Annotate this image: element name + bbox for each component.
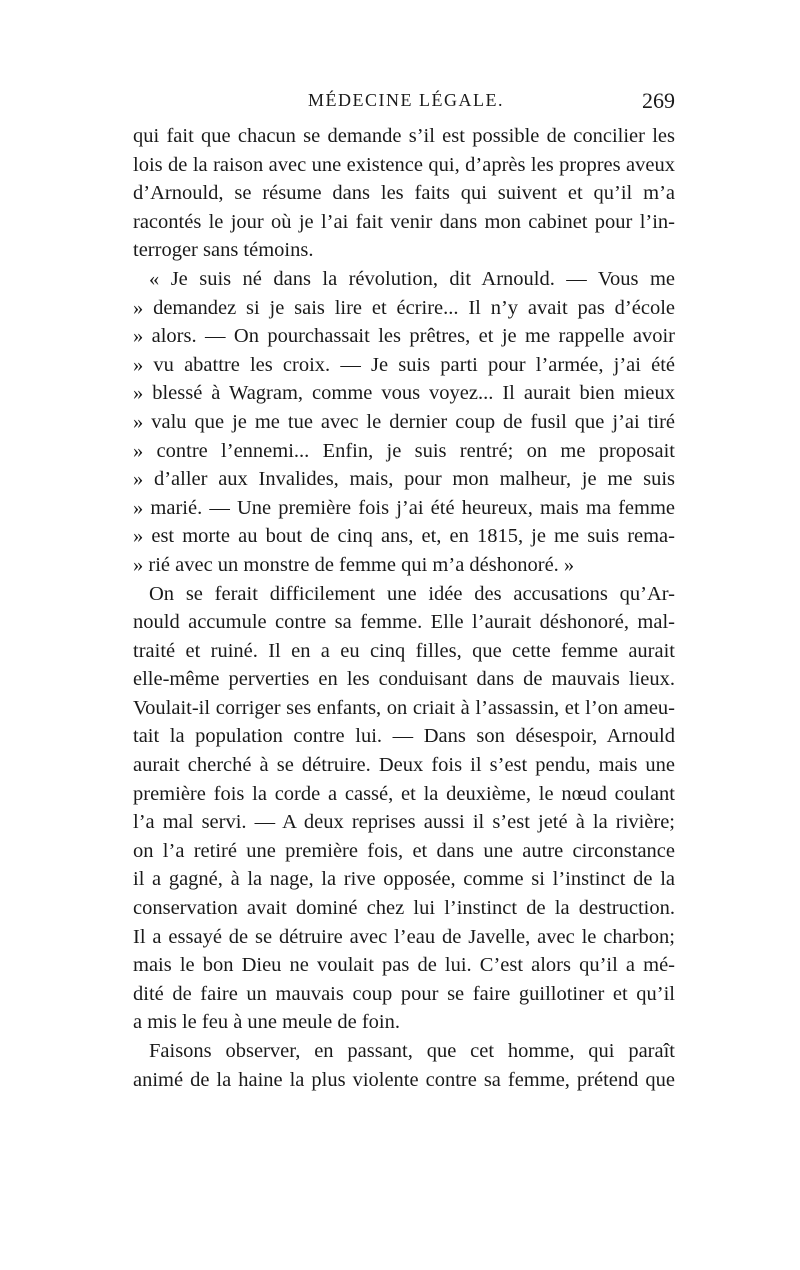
- text-line: il a gagné, à la nage, la rive opposée, comme si l’instinct de la: [133, 868, 675, 891]
- text-line: On se ferait difficilement une idée des accusations qu’Ar-: [149, 582, 675, 605]
- quote-line: » blessé à Wagram, comme vous voyez... Il aurait bien mieux: [133, 382, 675, 405]
- text-line: qui fait que chacun se demande s’il est possible de concilier les: [133, 125, 675, 147]
- text-line: animé de la haine la plus violente contre sa femme, prétend que: [133, 1068, 675, 1091]
- text-line: elle-même perverties en les conduisant dans de mauvais lieux.: [133, 668, 675, 691]
- text-line: conservation avait dominé chez lui l’instinct de la destruction.: [133, 897, 675, 920]
- text-line: a mis le feu à une meule de foin.: [133, 1011, 400, 1034]
- running-title: MÉDECINE LÉGALE.: [308, 90, 504, 110]
- quote-line: » alors. — On pourchassait les prêtres, et je me rappelle avoir: [133, 325, 675, 348]
- quote-line: » marié. — Une première fois j’ai été heureux, mais ma femme: [133, 496, 675, 519]
- text-line: mais le bon Dieu ne voulait pas de lui. C’est alors qu’il a mé-: [133, 954, 675, 977]
- quote-line: » d’aller aux Invalides, mais, pour mon malheur, je me suis: [133, 468, 675, 491]
- quote-line: » est morte au bout de cinq ans, et, en 1815, je me suis rema-: [133, 525, 675, 548]
- text-line: nould accumule contre sa femme. Elle l’aurait déshonoré, mal-: [133, 611, 675, 634]
- text-line: lois de la raison avec une existence qui, d’après les propres aveux: [133, 153, 675, 176]
- text-line: d’Arnould, se résume dans les faits qui suivent et qu’il m’a: [133, 182, 675, 205]
- quote-line: » contre l’ennemi... Enfin, je suis rentré; on me proposait: [133, 439, 675, 462]
- text-line: on l’a retiré une première fois, et dans une autre circonstance: [133, 839, 675, 862]
- quote-line: » demandez si je sais lire et écrire... Il n’y avait pas d’école: [133, 296, 675, 319]
- text-line: racontés le jour où je l’ai fait venir dans mon cabinet pour l’in-: [133, 210, 675, 233]
- text-line: Faisons observer, en passant, que cet homme, qui paraît: [149, 1040, 675, 1062]
- text-line: Voulait-il corriger ses enfants, on criait à l’assassin, et l’on ameu-: [133, 696, 675, 719]
- quote-line: » vu abattre les croix. — Je suis parti pour l’armée, j’ai été: [133, 353, 675, 376]
- page-number: 269: [642, 88, 675, 113]
- quote-line: » rié avec un monstre de femme qui m’a déshonoré. »: [133, 553, 575, 576]
- text-line: Il a essayé de se détruire avec l’eau de Javelle, avec le charbon;: [133, 925, 675, 948]
- text-line: première fois la corde a cassé, et la deuxième, le nœud coulant: [133, 782, 675, 805]
- body-text: [133, 122, 675, 1094]
- text-line: dité de faire un mauvais coup pour se faire guillotiner et qu’il: [133, 982, 675, 1005]
- quote-line: » valu que je me tue avec le dernier coup de fusil que j’ai tiré: [133, 410, 675, 433]
- text-line: tait la population contre lui. — Dans son désespoir, Arnould: [133, 725, 675, 748]
- text-line: aurait cherché à se détruire. Deux fois il s’est pendu, mais une: [133, 754, 675, 777]
- text-line: terroger sans témoins.: [133, 239, 314, 262]
- quote-line: « Je suis né dans la révolution, dit Arnould. — Vous me: [149, 267, 675, 290]
- running-head: [133, 90, 675, 118]
- text-line: l’a mal servi. — A deux reprises aussi il s’est jeté à la rivière;: [133, 811, 675, 834]
- text-line: traité et ruiné. Il en a eu cinq filles, que cette femme aurait: [133, 639, 675, 662]
